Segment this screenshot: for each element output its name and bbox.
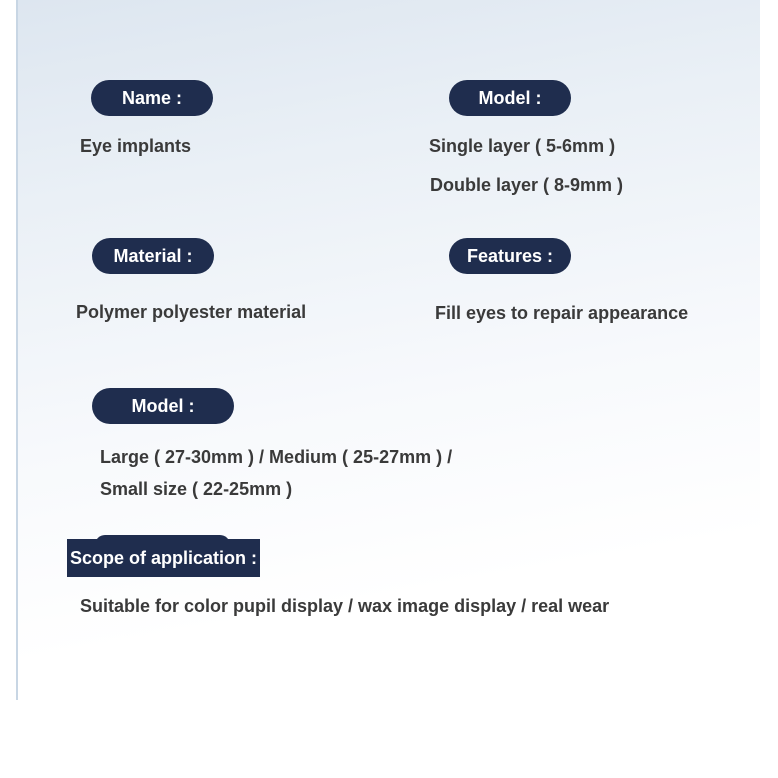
scope-value: Suitable for color pupil display / wax image display / real wear: [80, 596, 610, 616]
material-label: Material :: [92, 238, 214, 274]
size-model-label: Model :: [92, 388, 234, 424]
features-value: Fill eyes to repair appearance: [435, 303, 689, 323]
features-label: Features :: [449, 238, 571, 274]
name-value: Eye implants: [80, 136, 192, 156]
size-model-line-2: Small size ( 22-25mm ): [100, 479, 293, 499]
model-label: Model :: [449, 80, 571, 116]
name-label: Name :: [91, 80, 213, 116]
model-value-double: Double layer ( 8-9mm ): [430, 175, 624, 195]
scope-label: Scope of application :: [67, 539, 260, 577]
size-model-line-1: Large ( 27-30mm ) / Medium ( 25-27mm ) /: [100, 447, 453, 467]
model-value-single: Single layer ( 5-6mm ): [429, 136, 616, 156]
material-value: Polymer polyester material: [76, 302, 307, 322]
